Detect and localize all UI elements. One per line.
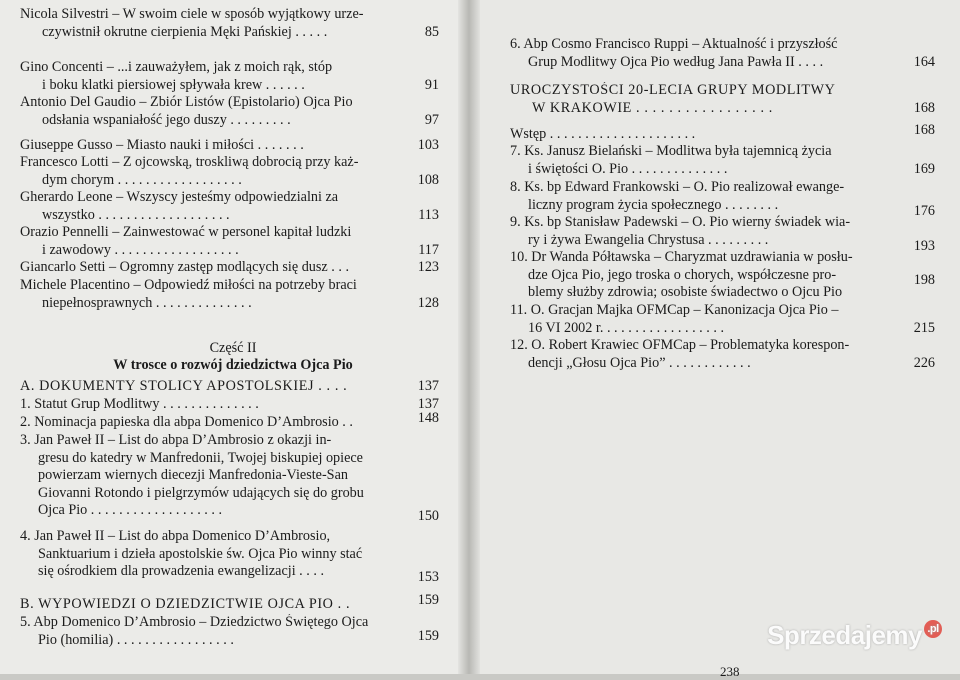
toc-page-number: 108 (417, 171, 439, 188)
toc-page-number: 137 (417, 396, 439, 412)
toc-entry (20, 154, 439, 189)
toc-page-number: 193 (913, 237, 935, 254)
toc-entry (510, 122, 935, 144)
toc-page-number: 159 (417, 592, 439, 608)
toc-page-number: 103 (417, 137, 439, 153)
toc-entry-line: Michele Placentino – Odpowiedź miłości na potrzeby braci (20, 277, 357, 293)
toc-entry-line: Nicola Silvestri – W swoim ciele w sposób wyjątkowy urze- (20, 6, 364, 22)
toc-entry-line: blemy służby zdrowia; osobiste świadectwo o Ojcu Pio (528, 284, 843, 301)
toc-entry-line: 16 VI 2002 r. . . . . . . . . . . . . . . . . . (528, 319, 724, 336)
toc-entry (20, 528, 439, 586)
toc-entry-line: 3. Jan Paweł II – List do abpa D’Ambrosio z okazji in- (20, 432, 332, 448)
toc-entry (20, 259, 439, 277)
toc-entry-line: 7. Ks. Janusz Bielański – Modlitwa była tajemnicą życia (510, 143, 832, 159)
toc-entry-line: odsłania wspaniałość jego duszy . . . . . . . . . (42, 111, 291, 128)
toc-entry (20, 396, 439, 414)
toc-page-number: 226 (913, 354, 935, 371)
toc-page-number: 85 (424, 23, 439, 40)
toc-entry-line: Orazio Pennelli – Zainwestować w personel kapitał ludzki (20, 224, 352, 240)
toc-entry-line: powierzam wiernych diecezji Manfredonia-Vieste-San (38, 467, 348, 484)
toc-page-number: 215 (913, 319, 935, 336)
toc-entry-line: i świętości O. Pio . . . . . . . . . . . . . . (528, 160, 728, 177)
toc-entry-line: dencji „Głosu Ojca Pio” . . . . . . . . . . . . (528, 354, 751, 371)
toc-page-number: 159 (417, 627, 439, 644)
toc-entry (510, 337, 935, 372)
toc-entry-line: UROCZYSTOŚCI 20-LECIA GRUPY MODLITWY (510, 82, 836, 98)
toc-entry (20, 189, 439, 224)
toc-entry-line: A. DOKUMENTY STOLICY APOSTOLSKIEJ . . . . (20, 378, 348, 394)
toc-entry (510, 214, 935, 254)
toc-entry-line: liczny program życia społecznego . . . . . . . . (528, 196, 779, 213)
toc-entry-line: 2. Nominacja papieska dla abpa Domenico D’Ambrosio . . (20, 414, 353, 430)
toc-page-number: 148 (417, 410, 439, 426)
toc-page-number: 168 (913, 99, 935, 116)
toc-entry (20, 6, 439, 41)
toc-entry-line: Grup Modlitwy Ojca Pio według Jana Pawła II . . . . (528, 53, 824, 70)
toc-entry-line: 1. Statut Grup Modlitwy . . . . . . . . . . . . . . (20, 396, 259, 412)
toc-entry-line: ry i żywa Ewangelia Chrystusa . . . . . . . . . (528, 231, 769, 248)
toc-entry-line: Giovanni Rotondo i pielgrzymów udających się do grobu (38, 484, 364, 501)
toc-entry-line: 5. Abp Domenico D’Ambrosio – Dziedzictwo Świętego Ojca (20, 614, 369, 630)
toc-entry-line: gresu do katedry w Manfredonii, Twojej biskupiej opiece (38, 449, 363, 466)
toc-entry-line: B. WYPOWIEDZI O DZIEDZICTWIE OJCA PIO . . (20, 596, 351, 612)
toc-entry (510, 143, 935, 178)
toc-page-number: 150 (417, 508, 439, 525)
toc-page-number: 128 (417, 294, 439, 311)
part-label: Część II (209, 340, 257, 356)
toc-entry (20, 410, 439, 432)
toc-entry-line: Francesco Lotti – Z ojcowską, troskliwą dobrocią przy każ- (20, 154, 359, 170)
book-gutter (458, 0, 480, 674)
toc-page-number: 97 (424, 111, 439, 128)
toc-page-number: 168 (913, 122, 935, 138)
toc-page-number: 123 (417, 259, 439, 275)
toc-entry-line: się ośrodkiem dla prowadzenia ewangelizacji . . . . (38, 563, 325, 580)
toc-page-number: 153 (417, 569, 439, 586)
toc-entry-line: wszystko . . . . . . . . . . . . . . . . . . . (42, 206, 230, 223)
toc-page-number: 137 (417, 378, 439, 394)
toc-entry-line: 10. Dr Wanda Półtawska – Charyzmat uzdrawiania w posłu- (510, 249, 853, 265)
toc-entry-line: 11. O. Gracjan Majka OFMCap – Kanonizacja Ojca Pio – (510, 302, 839, 318)
toc-entry-line: Giuseppe Gusso – Miasto nauki i miłości . . . . . . . (20, 137, 304, 153)
toc-entry (20, 277, 439, 312)
toc-entry-line: Sanktuarium i dzieła apostolskie św. Ojca Pio winny stać (38, 545, 363, 562)
toc-entry-line: 8. Ks. bp Edward Frankowski – O. Pio realizował ewange- (510, 179, 845, 195)
toc-entry (510, 82, 935, 117)
toc-entry-line: 9. Ks. bp Stanisław Padewski – O. Pio wierny świadek wia- (510, 214, 851, 230)
toc-entry-line: Ojca Pio . . . . . . . . . . . . . . . . . . . (38, 502, 223, 519)
toc-entry (20, 59, 439, 94)
toc-entry (510, 302, 935, 337)
toc-entry-line: i boku klatki piersiowej spływała krew . . . . . . (42, 76, 305, 93)
toc-entry (20, 224, 439, 259)
toc-page-number: 117 (418, 241, 439, 258)
toc-entry-line: czywistnił okrutne cierpienia Męki Pańskiej . . . . . (42, 23, 328, 40)
toc-entry (20, 378, 439, 396)
toc-page-number: 169 (913, 160, 935, 177)
page-number: 238 (720, 664, 740, 679)
toc-entry-line: dze Ojca Pio, jego troska o chorych, współczesne pro- (528, 266, 837, 283)
toc-page-number: 164 (913, 53, 935, 70)
toc-entry-line: W KRAKOWIE . . . . . . . . . . . . . . . . . (532, 99, 773, 116)
toc-entry-line: Antonio Del Gaudio – Zbiór Listów (Epistolario) Ojca Pio (20, 94, 353, 110)
toc-entry (20, 137, 439, 155)
toc-entry (20, 614, 439, 649)
toc-entry-line: 6. Abp Cosmo Francisco Ruppi – Aktualność i przyszłość (510, 36, 838, 52)
toc-entry-line: 4. Jan Paweł II – List do abpa Domenico D’Ambrosio, (20, 528, 331, 544)
part-title: W trosce o rozwój dziedzictwa Ojca Pio (113, 357, 353, 373)
watermark-logo: Sprzedajemy .pl (767, 620, 942, 651)
toc-entry (20, 592, 439, 614)
toc-entry (510, 179, 935, 219)
toc-entry (510, 249, 935, 302)
toc-entry-line: dym chorym . . . . . . . . . . . . . . . . . . (42, 171, 242, 188)
toc-entry (20, 94, 439, 129)
toc-page-number: 91 (424, 76, 439, 93)
toc-entry-line: Wstęp . . . . . . . . . . . . . . . . . . . . . (510, 126, 696, 142)
toc-entry-line: Gino Concenti – ...i zauważyłem, jak z moich rąk, stóp (20, 59, 333, 75)
toc-page-number: 176 (913, 202, 935, 219)
toc-entry (510, 36, 935, 71)
toc-entry-line: Pio (homilia) . . . . . . . . . . . . . . . . . (38, 631, 234, 648)
toc-entry-line: i zawodowy . . . . . . . . . . . . . . . . . . (42, 241, 239, 258)
toc-page-number: 113 (418, 206, 439, 223)
toc-entry-line: 12. O. Robert Krawiec OFMCap – Problematyka korespon- (510, 337, 850, 353)
toc-entry (20, 432, 439, 525)
toc-page-number: 198 (913, 272, 935, 289)
toc-entry-line: niepełnosprawnych . . . . . . . . . . . . . . (42, 294, 252, 311)
toc-entry-line: Giancarlo Setti – Ogromny zastęp modlących się dusz . . . (20, 259, 349, 275)
toc-entry-line: Gherardo Leone – Wszyscy jesteśmy odpowiedzialni za (20, 189, 339, 205)
